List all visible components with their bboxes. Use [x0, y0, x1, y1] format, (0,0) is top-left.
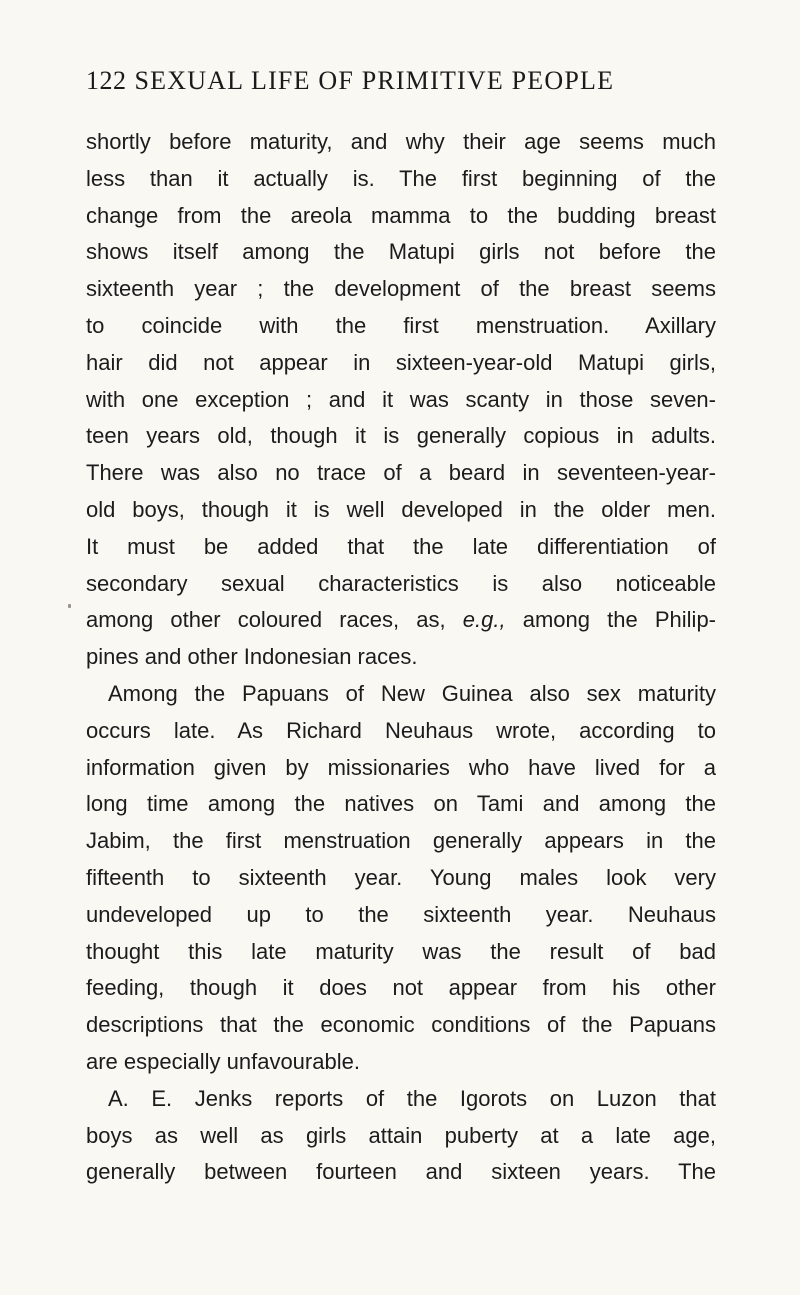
ink-speck: [68, 604, 71, 608]
body-text: [86, 124, 716, 1191]
text-line: descriptions that the economic conditions of the Papuans: [86, 1012, 716, 1038]
text-line: boys as well as girls attain puberty at a late age,: [86, 1122, 716, 1148]
page-header: [86, 66, 716, 106]
text-line: Among the Papuans of New Guinea also sex maturity: [108, 680, 716, 706]
text-line: hair did not appear in sixteen-year-old Matupi girls,: [86, 349, 716, 375]
text-line: shortly before maturity, and why their age seems much: [86, 129, 716, 154]
text-line: shows itself among the Matupi girls not before the: [86, 239, 716, 265]
text-line: There was also no trace of a beard in seventeen-year-: [86, 460, 716, 486]
text-line: are especially unfavourable.: [86, 1048, 360, 1074]
text-line: fifteenth to sixteenth year. Young males look very: [86, 864, 716, 890]
text-line: to coincide with the first menstruation. Axillary: [86, 312, 716, 338]
text-line: It must be added that the late differentiation of: [86, 533, 716, 559]
text-line: teen years old, though it is generally copious in adults.: [86, 423, 716, 449]
text-line: long time among the natives on Tami and among the: [86, 791, 716, 817]
text-line: secondary sexual characteristics is also noticeable: [86, 570, 716, 596]
text-line: pines and other Indonesian races.: [86, 644, 418, 670]
text-line: occurs late. As Richard Neuhaus wrote, according to: [86, 717, 716, 743]
page-number: 122: [86, 66, 127, 95]
text-line: information given by missionaries who have lived for a: [86, 754, 716, 780]
text-line: feeding, though it does not appear from his other: [86, 975, 716, 1001]
text-line: undeveloped up to the sixteenth year. Neuhaus: [86, 901, 716, 927]
text-line: with one exception ; and it was scanty in those seven-: [86, 386, 716, 412]
text-line: Jabim, the first menstruation generally appears in the: [86, 828, 716, 854]
text-line: change from the areola mamma to the budding breast: [86, 202, 716, 228]
italic-abbreviation: e.g.,: [462, 607, 506, 633]
text-line: old boys, though it is well developed in the older men.: [86, 496, 716, 522]
text-line: generally between fourteen and sixteen years. The: [86, 1159, 716, 1185]
text-line: among other coloured races, as, e.g., among the Philip-: [86, 607, 716, 633]
running-title: SEXUAL LIFE OF PRIMITIVE PEOPLE: [134, 66, 615, 95]
text-line: A. E. Jenks reports of the Igorots on Luzon that: [108, 1085, 716, 1111]
text-line: less than it actually is. The first beginning of the: [86, 165, 716, 191]
text-line: sixteenth year ; the development of the breast seems: [86, 276, 716, 302]
text-line: thought this late maturity was the result of bad: [86, 938, 716, 964]
